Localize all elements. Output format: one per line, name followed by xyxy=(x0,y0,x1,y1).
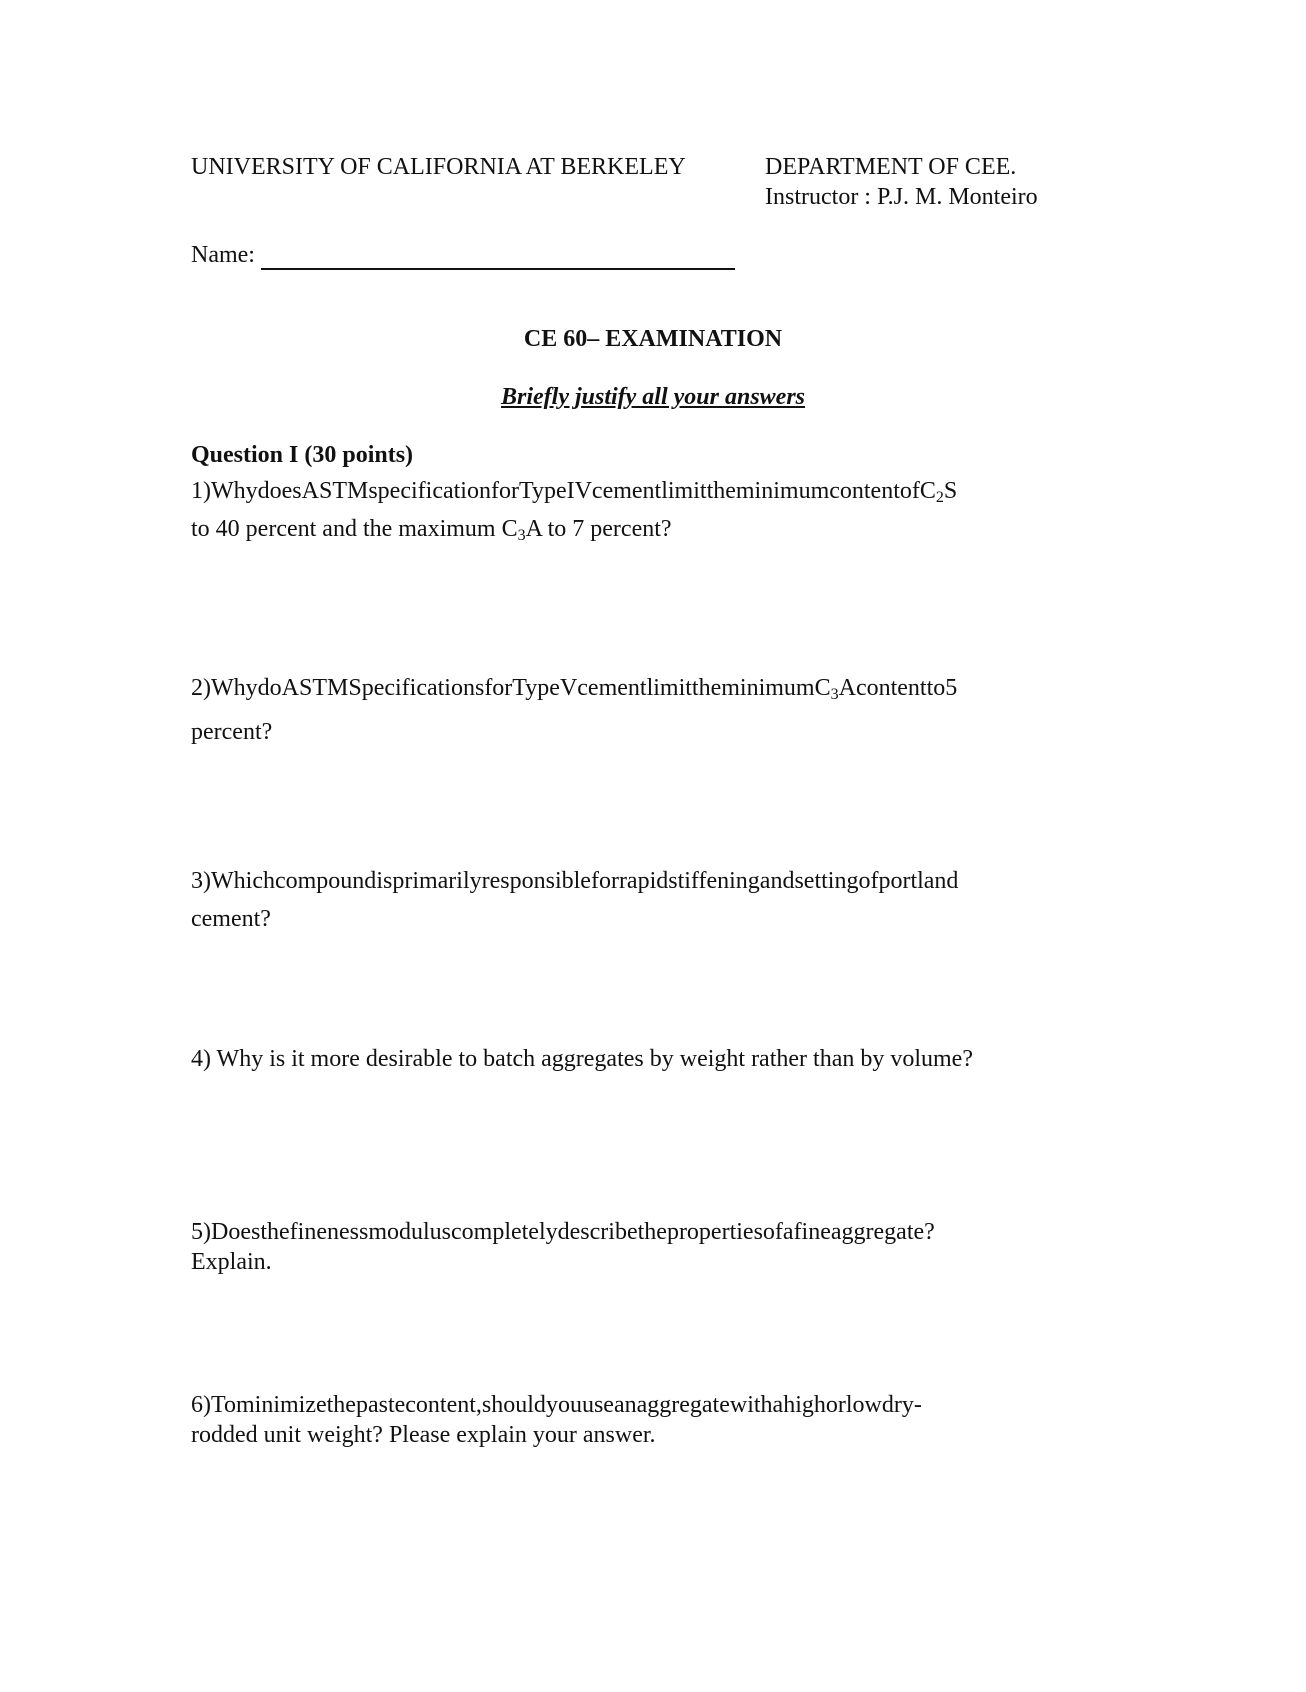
word: responsible xyxy=(481,868,591,894)
subscript: 3 xyxy=(517,527,526,544)
word: Why xyxy=(211,675,258,701)
word: of xyxy=(762,1219,783,1245)
word: cement xyxy=(591,478,662,504)
word: rapid xyxy=(618,868,669,894)
word: to xyxy=(926,675,946,701)
word: ASTM xyxy=(281,675,349,701)
word: use xyxy=(581,1392,614,1418)
word: Does xyxy=(211,1219,261,1245)
word: minimize xyxy=(235,1392,327,1418)
word: Why xyxy=(211,478,258,504)
word: should xyxy=(481,1392,546,1418)
word: setting xyxy=(794,868,859,894)
word: do xyxy=(257,675,282,701)
question-3-line-1 xyxy=(191,862,1113,900)
word: for xyxy=(490,478,519,504)
word: an xyxy=(613,1392,637,1418)
word: 3) xyxy=(191,868,211,894)
word: content xyxy=(855,675,927,701)
word: and xyxy=(759,868,795,894)
word: minimum xyxy=(735,478,830,504)
question-2-line-2: percent? xyxy=(191,719,273,745)
word: V xyxy=(559,675,578,701)
word: of xyxy=(858,868,879,894)
word: completely xyxy=(451,1219,558,1245)
word: paste xyxy=(355,1392,406,1418)
word: minimum xyxy=(721,675,815,701)
department-name: DEPARTMENT OF CEE. xyxy=(765,154,1017,180)
word: for xyxy=(590,868,619,894)
exam-instructions: Briefly justify all your answers xyxy=(500,384,806,410)
question-5-line-1 xyxy=(191,1217,1113,1247)
word: Type xyxy=(518,478,567,504)
word: does xyxy=(257,478,302,504)
word: modulus xyxy=(368,1219,451,1245)
question-1-line-2 xyxy=(191,510,1113,548)
word: 5) xyxy=(191,1219,211,1245)
name-blank-line xyxy=(261,242,735,270)
word: the xyxy=(326,1392,356,1418)
word: 5 xyxy=(945,675,958,701)
word: cement xyxy=(577,675,647,701)
word: a xyxy=(772,1392,784,1418)
word: or xyxy=(825,1392,846,1418)
question-3 xyxy=(191,862,1113,938)
question-5 xyxy=(191,1217,1113,1277)
question-3-line-2: cement? xyxy=(191,906,271,932)
word: primarily xyxy=(392,868,482,894)
word: ASTM xyxy=(301,478,369,504)
word: for xyxy=(484,675,513,701)
word: $C_3A$ xyxy=(814,675,856,703)
word: To xyxy=(211,1392,236,1418)
university-name: UNIVERSITY OF CALIFORNIA AT BERKELEY xyxy=(191,154,686,180)
instructor-name: Instructor : P.J. M. Monteiro xyxy=(765,184,1038,210)
question-2 xyxy=(191,666,1113,754)
question-1-line-2-part-a: to 40 percent and the maximum C xyxy=(191,516,518,542)
name-field xyxy=(191,240,735,270)
word: limit xyxy=(661,478,707,504)
word: $C_2S$ xyxy=(919,478,958,506)
word: 1) xyxy=(191,478,211,504)
word: a xyxy=(782,1219,794,1245)
word: the xyxy=(637,1219,667,1245)
question-6-line-1 xyxy=(191,1390,1113,1420)
word: with xyxy=(729,1392,773,1418)
word: the xyxy=(691,675,722,701)
word: is xyxy=(376,868,393,894)
name-label: Name: xyxy=(191,242,255,268)
question-5-line-2: Explain. xyxy=(191,1249,272,1275)
question-6-line-2: rodded unit weight? Please explain your answer. xyxy=(191,1422,656,1448)
word: the xyxy=(706,478,736,504)
word: content xyxy=(829,478,900,504)
word: IV xyxy=(566,478,592,504)
question-6 xyxy=(191,1390,1113,1450)
word: fine xyxy=(793,1219,831,1245)
word: specification xyxy=(368,478,491,504)
question-4-line-1: 4) Why is it more desirable to batch aggregates by weight rather than by volume? xyxy=(191,1046,973,1072)
word: 2) xyxy=(191,675,211,701)
word: describe xyxy=(557,1219,638,1245)
question-1-line-2-part-b: A to 7 percent? xyxy=(525,516,672,542)
word: fineness xyxy=(289,1219,369,1245)
word: low xyxy=(845,1392,882,1418)
word: Which xyxy=(211,868,275,894)
exam-title: CE 60– EXAMINATION xyxy=(523,326,783,352)
word: stiffening xyxy=(668,868,760,894)
word: Type xyxy=(512,675,560,701)
word: 6) xyxy=(191,1392,211,1418)
word: portland xyxy=(878,868,959,894)
word: the xyxy=(260,1219,290,1245)
question-2-line-1 xyxy=(191,666,1113,710)
word: Specifications xyxy=(348,675,485,701)
word: dry- xyxy=(881,1392,922,1418)
question-1 xyxy=(191,472,1113,548)
section-heading: Question I (30 points) xyxy=(191,442,414,468)
word: aggregate xyxy=(636,1392,730,1418)
question-1-line-1 xyxy=(191,472,1113,510)
word: of xyxy=(899,478,920,504)
word: content, xyxy=(405,1392,482,1418)
word: high xyxy=(783,1392,826,1418)
word: aggregate? xyxy=(830,1219,935,1245)
word: you xyxy=(545,1392,582,1418)
word: properties xyxy=(666,1219,763,1245)
question-4 xyxy=(191,1044,1113,1074)
word: compound xyxy=(274,868,377,894)
word: limit xyxy=(646,675,692,701)
